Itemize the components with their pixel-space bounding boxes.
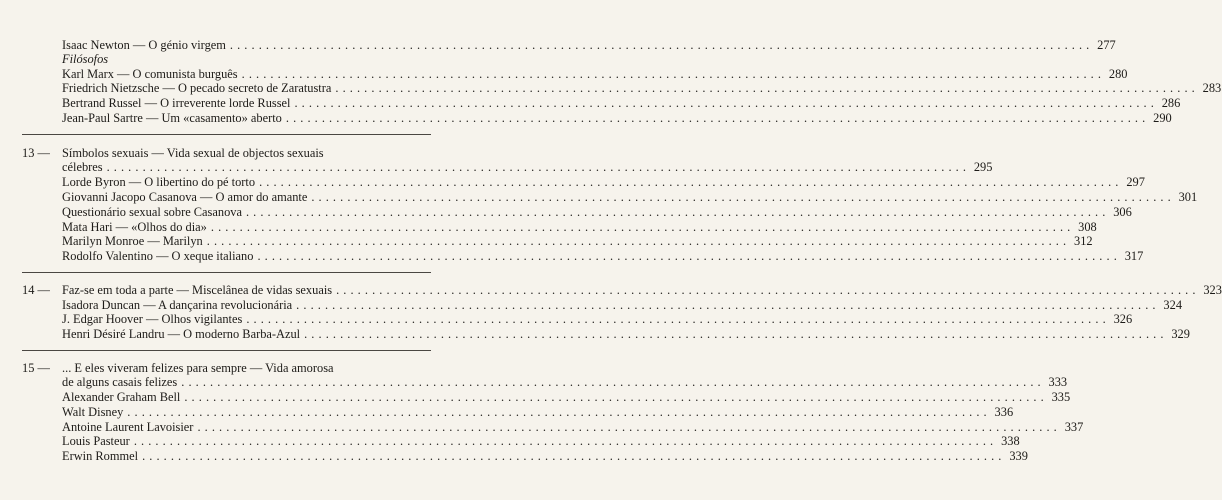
toc-entry-title: Louis Pasteur — [62, 434, 130, 448]
toc-entry — [62, 327, 1190, 342]
toc-entry-title: célebres — [62, 160, 103, 174]
toc-entry — [62, 160, 993, 175]
toc-entry-page: 324 — [1163, 298, 1183, 312]
toc-entry-title: Símbolos sexuais — Vida sexual de objectos sexuais — [62, 146, 324, 160]
toc-entry — [62, 175, 1145, 190]
toc-entry-page: 286 — [1161, 96, 1181, 110]
section-divider — [22, 350, 431, 351]
toc-entry-page: 339 — [1009, 449, 1028, 463]
toc-leader-dots: . . . . . . . . . . . . . . . . . . . . . . . . . . . . . . . . . . . . . . . . . . . . . . . . . . . . . . . . . . . . . . . . . . . . . . . . . . . . . . . . . . . . . . . . . . . . . . . . . . . . . . . . . . . . . . . . . . . . . . . . — [184, 390, 1045, 404]
toc-entry — [62, 38, 1116, 53]
chapter-number: 15 — — [22, 361, 50, 375]
toc-entry-title: Faz-se em toda a parte — Miscelânea de vidas sexuais — [62, 283, 333, 297]
toc-entry-title: Antoine Laurent Lavoisier — [62, 420, 194, 434]
toc-entry-page: 295 — [973, 160, 993, 174]
chapter-number: 13 — — [22, 146, 50, 160]
toc-leader-dots: . . . . . . . . . . . . . . . . . . . . . . . . . . . . . . . . . . . . . . . . . . . . . . . . . . . . . . . . . . . . . . . . . . . . . . . . . . . . . . . . . . . . . . . . . . . . . . . . . . . . . . . . . . . . . . . . . . . . . . . . — [106, 160, 967, 174]
toc-entry — [62, 405, 1014, 420]
toc-entry — [62, 220, 1097, 235]
toc-entry — [62, 111, 1172, 126]
toc-entry-page: 301 — [1178, 190, 1198, 204]
toc-leader-dots: . . . . . . . . . . . . . . . . . . . . . . . . . . . . . . . . . . . . . . . . . . . . . . . . . . . . . . . . . . . . . . . . . . . . . . . . . . . . . . . . . . . . . . . . . . . . . . . . . . . . . . . . . . . . . . . . . . . . . . . . — [294, 96, 1155, 110]
toc-entry-page: 297 — [1126, 175, 1145, 189]
toc-leader-dots: . . . . . . . . . . . . . . . . . . . . . . . . . . . . . . . . . . . . . . . . . . . . . . . . . . . . . . . . . . . . . . . . . . . . . . . . . . . . . . . . . . . . . . . . . . . . . . . . . . . . . . . . . . . . . . . . . . . . . . . . — [241, 67, 1102, 81]
section-divider — [22, 272, 431, 273]
toc-entry-title: Lorde Byron — O libertino do pé torto — [62, 175, 256, 189]
toc-entry-page: 326 — [1113, 312, 1133, 326]
toc-entry-title: Mata Hari — «Olhos do dia» — [62, 220, 207, 234]
toc-entry-page: 290 — [1153, 111, 1172, 125]
toc-entry-title: de alguns casais felizes — [62, 375, 178, 389]
toc-leader-dots: . . . . . . . . . . . . . . . . . . . . . . . . . . . . . . . . . . . . . . . . . . . . . . . . . . . . . . . . . . . . . . . . . . . . . . . . . . . . . . . . . . . . . . . . . . . . . . . . . . . . . . . . . . . . . . . . . . . . . . . . — [257, 249, 1118, 263]
toc-entry — [62, 234, 1093, 249]
toc-entry — [62, 249, 1144, 264]
toc-entry-page: 308 — [1078, 220, 1097, 234]
toc-entry — [62, 190, 1198, 205]
toc-entry — [62, 375, 1068, 390]
toc-entry — [62, 390, 1071, 405]
toc-leader-dots: . . . . . . . . . . . . . . . . . . . . . . . . . . . . . . . . . . . . . . . . . . . . . . . . . . . . . . . . . . . . . . . . . . . . . . . . . . . . . . . . . . . . . . . . . . . . . . . . . . . . . . . . . . . . . . . . . . . . . . . . — [259, 175, 1119, 189]
toc-entry-title: Bertrand Russel — O irreverente lorde Russel — [62, 96, 291, 110]
toc-entry-title: J. Edgar Hoover — Olhos vigilantes — [62, 312, 243, 326]
toc-entry-title: Erwin Rommel — [62, 449, 139, 463]
toc-section-heading — [62, 52, 429, 67]
toc-entry — [62, 449, 1028, 464]
toc-entry-page: 280 — [1108, 67, 1128, 81]
toc-entry-page: 338 — [1001, 434, 1020, 448]
toc-leader-dots: . . . . . . . . . . . . . . . . . . . . . . . . . . . . . . . . . . . . . . . . . . . . . . . . . . . . . . . . . . . . . . . . . . . . . . . . . . . . . . . . . . . . . . . . . . . . . . . . . . . . . . . . . . . . . . . . . . . . . . . . — [210, 220, 1071, 234]
toc-entry — [62, 81, 1222, 96]
toc-entry-page: 312 — [1074, 234, 1093, 248]
toc-entry-page: 277 — [1097, 38, 1116, 52]
toc-entry — [62, 434, 1020, 449]
toc-entry-title: Alexander Graham Bell — [62, 390, 181, 404]
toc-leader-dots: . . . . . . . . . . . . . . . . . . . . . . . . . . . . . . . . . . . . . . . . . . . . . . . . . . . . . . . . . . . . . . . . . . . . . . . . . . . . . . . . . . . . . . . . . . . . . . . . . . . . . . . . . . . . . . . . . . . . . . . . — [197, 420, 1058, 434]
toc-entry-title: Isadora Duncan — A dançarina revolucionária — [62, 298, 293, 312]
toc-entry-page: 317 — [1124, 249, 1144, 263]
toc-entry-title: Questionário sexual sobre Casanova — [62, 205, 242, 219]
section-divider — [22, 134, 431, 135]
toc-entry — [62, 361, 429, 376]
toc-entry-title: Friedrich Nietzsche — O pecado secreto de Zaratustra — [62, 81, 332, 95]
toc-leader-dots: . . . . . . . . . . . . . . . . . . . . . . . . . . . . . . . . . . . . . . . . . . . . . . . . . . . . . . . . . . . . . . . . . . . . . . . . . . . . . . . . . . . . . . . . . . . . . . . . . . . . . . . . . . . . . . . . . . . . . . . . — [229, 38, 1090, 52]
toc-entry-page: 283 — [1202, 81, 1222, 95]
toc-entry-title: Filósofos — [62, 52, 109, 66]
toc-entry-page: 337 — [1064, 420, 1084, 434]
toc-leader-dots: . . . . . . . . . . . . . . . . . . . . . . . . . . . . . . . . . . . . . . . . . . . . . . . . . . . . . . . . . . . . . . . . . . . . . . . . . . . . . . . . . . . . . . . . . . . . . . . . . . . . . . . . . . . . . . . . . . . . . . . . — [335, 81, 1196, 95]
toc-entry-page: 333 — [1048, 375, 1068, 389]
toc-leader-dots: . . . . . . . . . . . . . . . . . . . . . . . . . . . . . . . . . . . . . . . . . . . . . . . . . . . . . . . . . . . . . . . . . . . . . . . . . . . . . . . . . . . . . . . . . . . . . . . . . . . . . . . . . . . . . . . . . . . . . . . . — [133, 434, 994, 448]
toc-entry-page: 323 — [1203, 283, 1222, 297]
toc-leader-dots: . . . . . . . . . . . . . . . . . . . . . . . . . . . . . . . . . . . . . . . . . . . . . . . . . . . . . . . . . . . . . . . . . . . . . . . . . . . . . . . . . . . . . . . . . . . . . . . . . . . . . . . . . . . . . . . . . . . . . . . . — [285, 111, 1146, 125]
toc-entry-title: Giovanni Jacopo Casanova — O amor do amante — [62, 190, 308, 204]
toc-entry — [62, 283, 1222, 298]
toc-leader-dots: . . . . . . . . . . . . . . . . . . . . . . . . . . . . . . . . . . . . . . . . . . . . . . . . . . . . . . . . . . . . . . . . . . . . . . . . . . . . . . . . . . . . . . . . . . . . . . . . . . . . . . . . . . . . . . . . . . . . . . . . — [245, 205, 1106, 219]
toc-entry-page: 336 — [994, 405, 1014, 419]
toc-entry — [62, 96, 1181, 111]
toc-entry-title: Karl Marx — O comunista burguês — [62, 67, 238, 81]
chapter-number: 14 — — [22, 283, 50, 297]
toc-entry — [62, 205, 1132, 220]
toc-entry-page: 329 — [1171, 327, 1190, 341]
toc-entry-page: 335 — [1051, 390, 1071, 404]
toc-entry-title: Rodolfo Valentino — O xeque italiano — [62, 249, 254, 263]
toc-entry-title: ... E eles viveram felizes para sempre — Vida amorosa — [62, 361, 334, 375]
toc-entry-title: Henri Désiré Landru — O moderno Barba-Azul — [62, 327, 301, 341]
toc-entry — [62, 312, 1133, 327]
toc-entry — [62, 420, 1084, 435]
toc-entry-title: Jean-Paul Sartre — Um «casamento» aberto — [62, 111, 282, 125]
toc-leader-dots: . . . . . . . . . . . . . . . . . . . . . . . . . . . . . . . . . . . . . . . . . . . . . . . . . . . . . . . . . . . . . . . . . . . . . . . . . . . . . . . . . . . . . . . . . . . . . . . . . . . . . . . . . . . . . . . . . . . . . . . . — [142, 449, 1002, 463]
toc-entry-title: Isaac Newton — O génio virgem — [62, 38, 226, 52]
toc-leader-dots: . . . . . . . . . . . . . . . . . . . . . . . . . . . . . . . . . . . . . . . . . . . . . . . . . . . . . . . . . . . . . . . . . . . . . . . . . . . . . . . . . . . . . . . . . . . . . . . . . . . . . . . . . . . . . . . . . . . . . . . . — [311, 190, 1172, 204]
toc-leader-dots: . . . . . . . . . . . . . . . . . . . . . . . . . . . . . . . . . . . . . . . . . . . . . . . . . . . . . . . . . . . . . . . . . . . . . . . . . . . . . . . . . . . . . . . . . . . . . . . . . . . . . . . . . . . . . . . . . . . . . . . . — [206, 234, 1067, 248]
toc-entry — [62, 67, 1128, 82]
toc-entry — [62, 146, 429, 161]
toc-leader-dots: . . . . . . . . . . . . . . . . . . . . . . . . . . . . . . . . . . . . . . . . . . . . . . . . . . . . . . . . . . . . . . . . . . . . . . . . . . . . . . . . . . . . . . . . . . . . . . . . . . . . . . . . . . . . . . . . . . . . . . . . — [304, 327, 1164, 341]
toc-leader-dots: . . . . . . . . . . . . . . . . . . . . . . . . . . . . . . . . . . . . . . . . . . . . . . . . . . . . . . . . . . . . . . . . . . . . . . . . . . . . . . . . . . . . . . . . . . . . . . . . . . . . . . . . . . . . . . . . . . . . . . . . — [181, 375, 1042, 389]
toc-leader-dots: . . . . . . . . . . . . . . . . . . . . . . . . . . . . . . . . . . . . . . . . . . . . . . . . . . . . . . . . . . . . . . . . . . . . . . . . . . . . . . . . . . . . . . . . . . . . . . . . . . . . . . . . . . . . . . . . . . . . . . . . — [336, 283, 1196, 297]
toc-leader-dots: . . . . . . . . . . . . . . . . . . . . . . . . . . . . . . . . . . . . . . . . . . . . . . . . . . . . . . . . . . . . . . . . . . . . . . . . . . . . . . . . . . . . . . . . . . . . . . . . . . . . . . . . . . . . . . . . . . . . . . . . — [296, 298, 1157, 312]
toc-leader-dots: . . . . . . . . . . . . . . . . . . . . . . . . . . . . . . . . . . . . . . . . . . . . . . . . . . . . . . . . . . . . . . . . . . . . . . . . . . . . . . . . . . . . . . . . . . . . . . . . . . . . . . . . . . . . . . . . . . . . . . . . — [127, 405, 988, 419]
toc-leader-dots: . . . . . . . . . . . . . . . . . . . . . . . . . . . . . . . . . . . . . . . . . . . . . . . . . . . . . . . . . . . . . . . . . . . . . . . . . . . . . . . . . . . . . . . . . . . . . . . . . . . . . . . . . . . . . . . . . . . . . . . . — [246, 312, 1107, 326]
toc-entry-title: Walt Disney — [62, 405, 124, 419]
toc-entry-title: Marilyn Monroe — Marilyn — [62, 234, 203, 248]
toc-entry-page: 306 — [1113, 205, 1132, 219]
toc-entry — [62, 298, 1183, 313]
